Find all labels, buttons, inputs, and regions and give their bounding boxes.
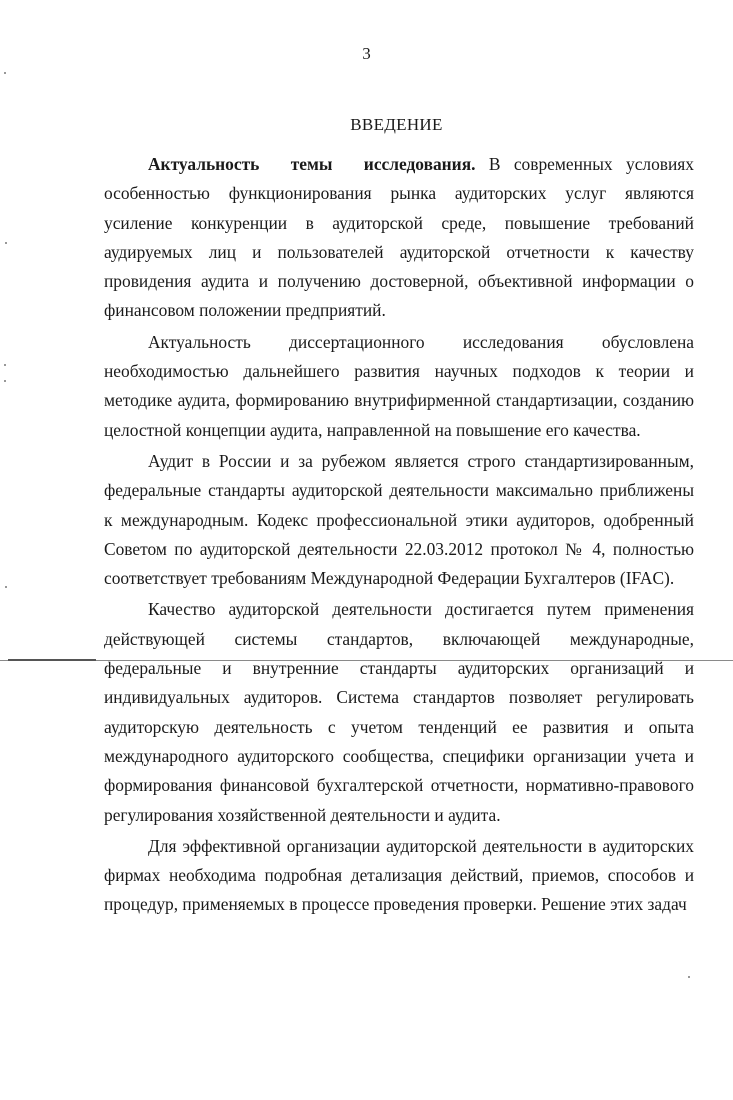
paragraph-audit-organization: Для эффективной организации аудиторской деятельности в аудиторских фирмах необходима подробная детализация действий, приемов, способов и процедур, применяемых в процессе проведения проверки. Решение этих задач bbox=[104, 835, 694, 915]
paragraph-lead: Актуальность темы исследования. bbox=[148, 154, 476, 174]
paragraph-dissertation-relevance: Актуальность диссертационного исследования обусловлена необходимостью дальнейшего развития научных подходов к теории и методике аудита, формированию внутрифирменной стандартизации, созданию целостной концепции аудита, направленной на повышение его качества. bbox=[104, 331, 694, 440]
scan-speck bbox=[4, 72, 6, 74]
scan-speck bbox=[4, 364, 6, 366]
paragraph-relevance bbox=[104, 150, 694, 326]
section-heading: ВВЕДЕНИЕ bbox=[350, 115, 443, 134]
scan-artifact-dash bbox=[8, 659, 96, 661]
paragraph-audit-quality: Качество аудиторской деятельности достигается путем применения действующей системы стандартов, включающей международные, федеральные и внутренние стандарты аудиторских организаций и индивидуальных аудиторов. Система стандартов позволяет регулировать аудиторскую деятельность с учетом тенденций ее развития и опыта международного аудиторского сообщества, специфики организации учета и формирования финансовой бухгалтерской отчетности, нормативно-правового регулирования хозяйственной деятельности и аудита. bbox=[104, 599, 694, 825]
page-number: 3 bbox=[362, 44, 371, 63]
scan-speck bbox=[4, 380, 6, 382]
paragraph-audit-standards: Аудит в России и за рубежом является строго стандартизированным, федеральные стандарты аудиторской деятельности максимально приближены к международным. Кодекс профессиональной этики аудиторов, одобренный Советом по аудиторской деятельности 22.03.2012 протокол № 4, полностью соответствует требованиям Международной Федерации Бухгалтеров (IFAC). bbox=[104, 450, 694, 589]
scan-speck bbox=[688, 976, 690, 978]
scan-speck bbox=[5, 242, 7, 244]
scan-speck bbox=[5, 586, 7, 588]
paragraph-text: В современных условиях особенностью функционирования рынка аудиторских услуг являются усиление конкуренции в аудиторской среде, повышение требований аудируемых лиц и пользователей аудиторской отчетности к качеству провидения аудита и получению достоверной, объективной информации о финансовом положении предприятий. bbox=[104, 154, 694, 321]
body-text bbox=[104, 150, 694, 920]
